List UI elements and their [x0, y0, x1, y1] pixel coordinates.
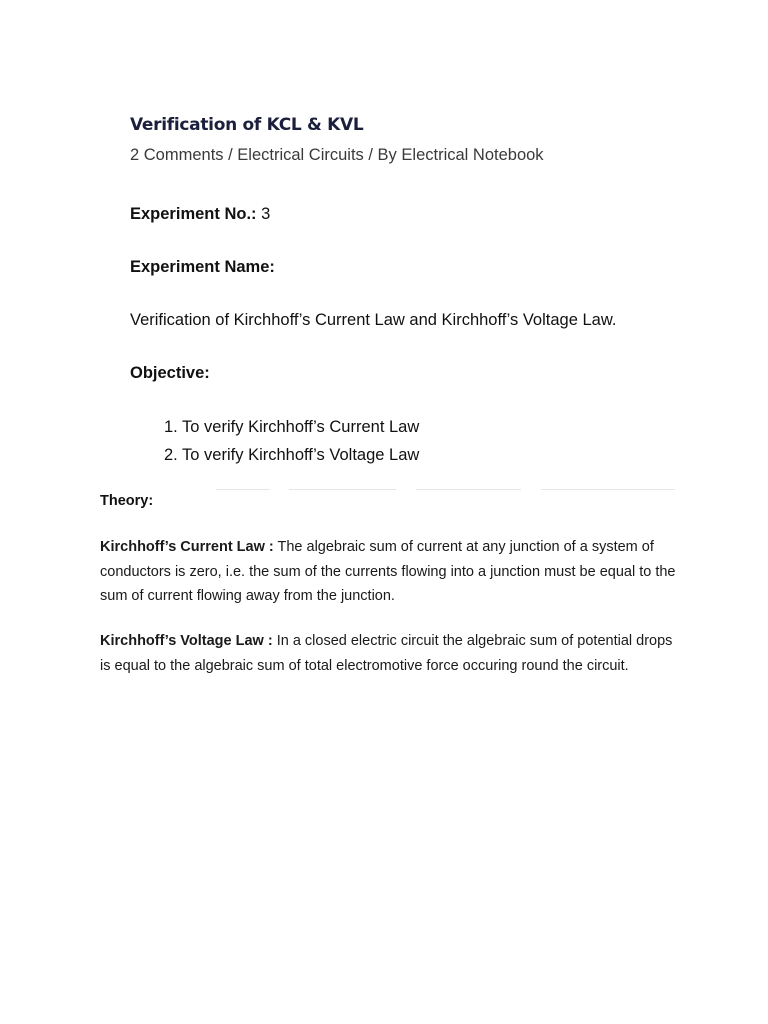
kcl-text: The algebraic sum of current at any junction of a system of conductors is zero, i.e. the sum of the currents flowing into a junction must be equal to the sum of current flowing away from the junction.: [100, 539, 676, 604]
kcl-term: Kirchhoff’s Current Law :: [100, 539, 274, 555]
experiment-number-value: 3: [256, 205, 271, 223]
faint-divider: [416, 486, 521, 490]
faint-divider: [216, 486, 270, 490]
objective-item: 2. To verify Kirchhoff’s Voltage Law: [164, 446, 420, 464]
theory-heading: Theory:: [100, 493, 154, 509]
post-title: Verification of KCL & KVL: [130, 115, 364, 135]
objective-item: 1. To verify Kirchhoff’s Current Law: [164, 418, 420, 436]
kvl-term: Kirchhoff’s Voltage Law :: [100, 633, 273, 649]
faint-divider: [289, 486, 396, 490]
post-meta: 2 Comments / Electrical Circuits / By Electrical Notebook: [130, 146, 544, 164]
kvl-text: In a closed electric circuit the algebraic sum of potential drops is equal to the algebraic sum of total electromotive force occuring round the circuit.: [100, 633, 673, 674]
faint-divider: [541, 486, 675, 490]
experiment-number-label: Experiment No.:: [130, 205, 257, 223]
experiment-number: [130, 205, 270, 224]
experiment-name-value: Verification of Kirchhoff’s Current Law and Kirchhoff’s Voltage Law.: [130, 311, 617, 329]
kcl-paragraph: [100, 535, 680, 609]
experiment-name-label: Experiment Name:: [130, 258, 275, 276]
objective-list: [164, 416, 419, 472]
objective-label: Objective:: [130, 364, 210, 382]
kvl-paragraph: [100, 629, 680, 678]
